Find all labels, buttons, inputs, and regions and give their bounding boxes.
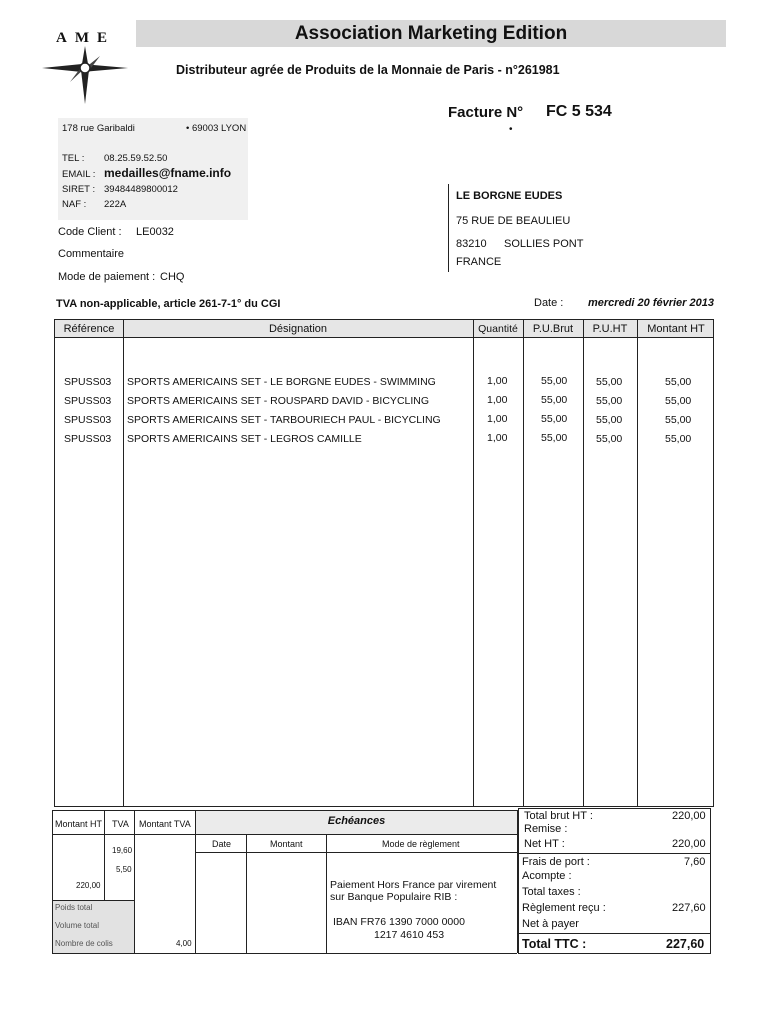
- row-ref: SPUSS03: [64, 414, 112, 426]
- email-value[interactable]: medailles@fname.info: [104, 166, 232, 180]
- reglement-recu-value: 227,60: [672, 902, 706, 914]
- row-ref: SPUSS03: [64, 376, 112, 388]
- colis-value: 4,00: [176, 939, 192, 948]
- row-qty: 1,00: [487, 413, 508, 425]
- tax-header-tva: TVA: [112, 819, 129, 829]
- siret-value: 39484489800012: [104, 184, 178, 195]
- row-qty: 1,00: [487, 394, 508, 406]
- row-pu-brut: 55,00: [541, 413, 568, 425]
- tax-header-montant-tva: Montant TVA: [139, 819, 191, 829]
- tva-note: TVA non-applicable, article 261-7-1° du CGI: [56, 298, 281, 310]
- row-qty: 1,00: [487, 375, 508, 387]
- row-designation: SPORTS AMERICAINS SET - ROUSPARD DAVID - BICYCLING: [127, 395, 430, 407]
- tax-rate-1: 19,60: [112, 846, 133, 855]
- client-name: LE BORGNE EUDES: [456, 190, 563, 202]
- client-street: 75 RUE DE BEAULIEU: [456, 215, 571, 227]
- invoice-number: FC 5 534: [546, 103, 612, 120]
- iban-line2: 1217 4610 453: [374, 929, 445, 941]
- frais-port-value: 7,60: [684, 856, 706, 868]
- company-banner: Association Marketing Edition: [136, 20, 726, 47]
- header-montant-ht: Montant HT: [647, 323, 705, 335]
- row-qty: 1,00: [487, 432, 508, 444]
- colis-label: Nombre de colis: [55, 939, 113, 948]
- seller-street: 178 rue Garibaldi: [62, 123, 135, 134]
- total-ttc-value: 227,60: [666, 937, 705, 951]
- invoice-dot: •: [509, 124, 513, 135]
- logo-text: AME: [56, 30, 115, 46]
- items-table: [54, 319, 714, 807]
- client-country: FRANCE: [456, 256, 502, 268]
- compass-logo-icon: [42, 46, 128, 104]
- row-designation: SPORTS AMERICAINS SET - LEGROS CAMILLE: [127, 433, 362, 445]
- row-pu-ht: 55,00: [596, 414, 623, 426]
- acompte-label: Acompte :: [522, 870, 572, 882]
- reglement-recu-label: Règlement reçu :: [522, 902, 606, 914]
- poids-label: Poids total: [55, 903, 93, 912]
- row-montant: 55,00: [665, 433, 692, 445]
- total-brut-label: Total brut HT :: [524, 810, 593, 822]
- header-quantite: Quantité: [478, 323, 518, 335]
- naf-label: NAF :: [62, 199, 87, 210]
- email-label: EMAIL :: [62, 169, 96, 180]
- volume-label: Volume total: [55, 921, 100, 930]
- frais-port-label: Frais de port :: [522, 856, 590, 868]
- siret-label: SIRET :: [62, 184, 96, 195]
- iban-line1: IBAN FR76 1390 7000 0000: [333, 916, 465, 928]
- row-pu-brut: 55,00: [541, 375, 568, 387]
- payment-value: CHQ: [160, 271, 185, 283]
- row-pu-ht: 55,00: [596, 376, 623, 388]
- row-pu-ht: 55,00: [596, 395, 623, 407]
- date-value: mercredi 20 février 2013: [588, 297, 714, 309]
- payment-mode-line2: sur Banque Populaire RIB :: [330, 891, 458, 903]
- tax-rate-2: 5,50: [116, 865, 132, 874]
- seller-city: • 69003 LYON: [186, 123, 247, 134]
- echeances-header-montant: Montant: [270, 839, 303, 849]
- echeances-title: Echéances: [327, 815, 386, 827]
- tel-value: 08.25.59.52.50: [104, 153, 168, 164]
- total-brut-value: 220,00: [672, 810, 706, 822]
- date-label: Date :: [534, 297, 564, 309]
- net-ht-label: Net HT :: [524, 838, 565, 850]
- header-designation: Désignation: [268, 323, 328, 335]
- comment-label: Commentaire: [58, 248, 125, 260]
- payment-mode-line1: Paiement Hors France par virement: [330, 879, 497, 891]
- payment-label: Mode de paiement :: [58, 271, 156, 283]
- net-ht-value: 220,00: [672, 838, 706, 850]
- header-pu-ht: P.U.HT: [592, 323, 628, 335]
- row-designation: SPORTS AMERICAINS SET - TARBOURIECH PAUL - BICYCLING: [127, 414, 441, 426]
- row-montant: 55,00: [665, 395, 692, 407]
- naf-value: 222A: [104, 199, 127, 210]
- tax-header-montant-ht: Montant HT: [55, 819, 103, 829]
- echeances-header-mode: Mode de règlement: [382, 839, 460, 849]
- row-pu-brut: 55,00: [541, 432, 568, 444]
- row-montant: 55,00: [665, 376, 692, 388]
- client-zip: 83210: [456, 238, 487, 250]
- tel-label: TEL :: [62, 153, 85, 164]
- remise-label: Remise :: [524, 823, 568, 835]
- echeances-header-date: Date: [212, 839, 232, 849]
- invoice-label: Facture N°: [448, 104, 524, 121]
- row-pu-ht: 55,00: [596, 433, 623, 445]
- client-city: SOLLIES PONT: [504, 238, 584, 250]
- subtitle: Distributeur agrée de Produits de la Monnaie de Paris - n°261981: [176, 63, 560, 77]
- net-a-payer-label: Net à payer: [522, 918, 579, 930]
- row-pu-brut: 55,00: [541, 394, 568, 406]
- row-ref: SPUSS03: [64, 433, 112, 445]
- client-divider: [448, 184, 449, 272]
- row-designation: SPORTS AMERICAINS SET - LE BORGNE EUDES - SWIMMING: [127, 376, 436, 388]
- header-pu-brut: P.U.Brut: [532, 323, 574, 335]
- row-montant: 55,00: [665, 414, 692, 426]
- code-client-label: Code Client :: [58, 226, 122, 238]
- code-client-value: LE0032: [136, 226, 174, 238]
- tax-base: 220,00: [76, 881, 101, 890]
- total-taxes-label: Total taxes :: [522, 886, 581, 898]
- total-ttc-label: Total TTC :: [522, 937, 587, 951]
- header-reference: Référence: [63, 323, 115, 335]
- row-ref: SPUSS03: [64, 395, 112, 407]
